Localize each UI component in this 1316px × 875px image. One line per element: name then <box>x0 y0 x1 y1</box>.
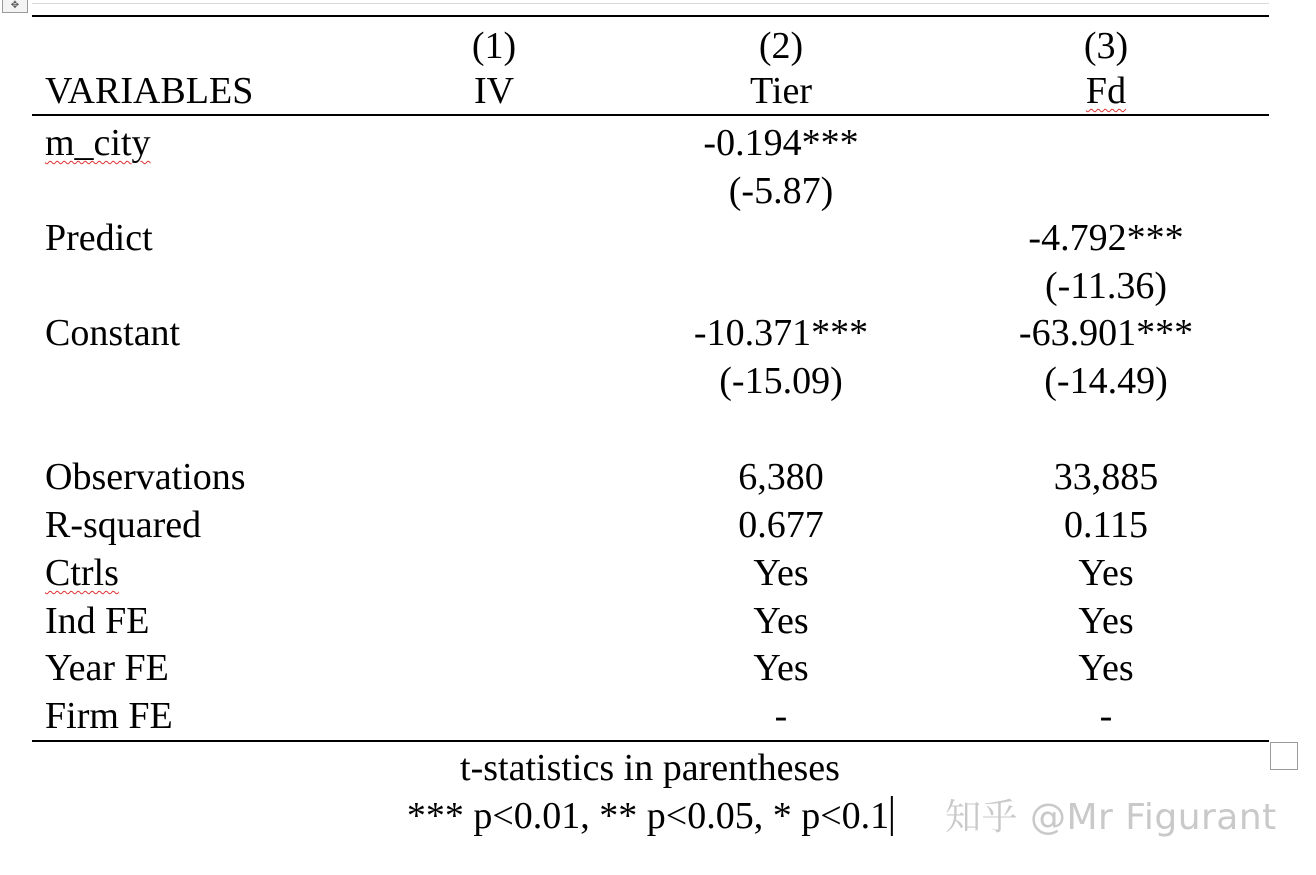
table-cell: (-15.09) <box>719 360 843 402</box>
column-name-tier: Tier <box>750 70 812 112</box>
row-label-firm-fe: Firm FE <box>45 695 173 737</box>
table-resize-handle[interactable] <box>1270 742 1298 770</box>
column-name-iv: IV <box>473 70 515 112</box>
row-label-ind-fe: Ind FE <box>45 600 150 642</box>
table-cell: -0.194*** <box>703 122 859 164</box>
table-cell: - <box>774 695 788 737</box>
table-cell: 6,380 <box>738 456 824 498</box>
watermark: 知乎 @Mr Figurant <box>945 797 1277 838</box>
table-cell: (-14.49) <box>1044 360 1168 402</box>
table-cell: Yes <box>753 600 809 642</box>
row-label-constant: Constant <box>45 312 181 354</box>
table-cell: (-5.87) <box>728 170 834 212</box>
row-label-r-squared: R-squared <box>45 504 202 546</box>
table-bottom-rule <box>32 740 1269 742</box>
row-label-predict: Predict <box>45 217 153 259</box>
row-label-year-fe: Year FE <box>45 647 169 689</box>
table-cell: -4.792*** <box>1028 217 1184 259</box>
row-label-ctrls: Ctrls <box>45 552 119 594</box>
column-number-1: (1) <box>471 25 517 67</box>
text-cursor <box>891 796 893 836</box>
row-label-observations: Observations <box>45 456 246 498</box>
table-cell: 33,885 <box>1053 456 1159 498</box>
table-cell: (-11.36) <box>1044 265 1168 307</box>
table-cell: -10.371*** <box>693 312 869 354</box>
column-number-3: (3) <box>1083 25 1129 67</box>
table-cell: - <box>1099 695 1113 737</box>
column-name-fd: Fd <box>1085 70 1127 112</box>
table-header-rule <box>32 114 1269 116</box>
table-cell: -63.901*** <box>1018 312 1194 354</box>
table-top-rule <box>32 15 1269 17</box>
table-move-handle-icon[interactable]: ✥ <box>2 0 28 13</box>
table-cell: 0.677 <box>738 504 824 546</box>
table-cell: Yes <box>1078 647 1134 689</box>
table-cell: Yes <box>753 647 809 689</box>
significance-text: *** p<0.01, ** p<0.05, * p<0.1 <box>406 795 890 837</box>
variables-header: VARIABLES <box>45 70 254 112</box>
table-cell: Yes <box>1078 600 1134 642</box>
table-cell: Yes <box>1078 552 1134 594</box>
table-note-significance[interactable] <box>407 794 893 838</box>
table-cell: Yes <box>753 552 809 594</box>
page-top-edge <box>32 3 1269 4</box>
row-label-m-city: m_city <box>45 122 151 164</box>
table-note-tstats: t-statistics in parentheses <box>460 747 840 789</box>
table-cell: 0.115 <box>1063 504 1149 546</box>
column-number-2: (2) <box>758 25 804 67</box>
